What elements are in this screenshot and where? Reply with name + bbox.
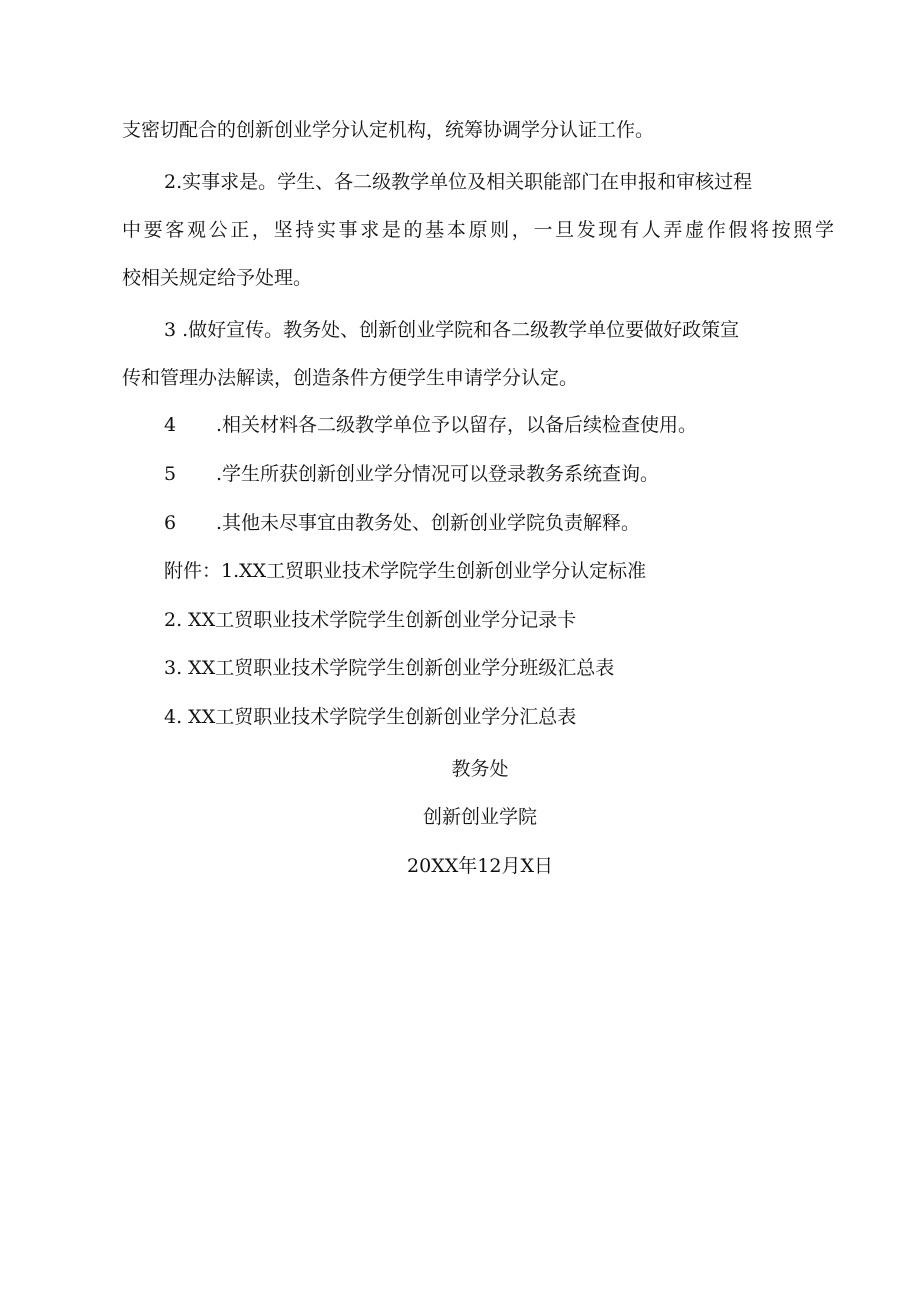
list-item-text: .其他未尽事宜由教务处、创新创业学院负责解释。 xyxy=(216,512,641,534)
list-item xyxy=(164,511,640,535)
paragraph-line: 传和管理办法解读，创造条件方便学生申请学分认定。 xyxy=(122,367,579,389)
list-item-text: .相关材料各二级教学单位予以留存，以备后续检查使用。 xyxy=(216,414,698,436)
attachment-item: 3. XX工贸职业技术学院学生创新创业学分班级汇总表 xyxy=(164,657,615,679)
attachment-item: 4. XX工贸职业技术学院学生创新创业学分汇总表 xyxy=(164,706,577,728)
paragraph-line: 校相关规定给予处理。 xyxy=(122,267,313,289)
list-item-text: .学生所获创新创业学分情况可以登录教务系统查询。 xyxy=(216,463,660,485)
attachment-item: 2. XX工贸职业技术学院学生创新创业学分记录卡 xyxy=(164,609,577,631)
signature-college: 创新创业学院 xyxy=(422,806,537,828)
signature-date: 20XX年12月X日 xyxy=(407,855,553,877)
list-item-number: 4 xyxy=(164,414,177,436)
list-item xyxy=(164,413,697,437)
paragraph-line: 支密切配合的创新创业学分认定机构，统筹协调学分认证工作。 xyxy=(122,119,655,141)
list-item-number: 6 xyxy=(164,512,177,534)
paragraph-line: 中要客观公正，坚持实事求是的基本原则，一旦发现有人弄虚作假将按照学 xyxy=(122,219,834,241)
signature-office: 教务处 xyxy=(451,758,509,780)
list-item-number: 5 xyxy=(164,463,177,485)
paragraph-line: 3 .做好宣传。教务处、创新创业学院和各二级教学单位要做好政策宣 xyxy=(164,319,740,341)
paragraph-line: 2.实事求是。学生、各二级教学单位及相关职能部门在申报和审核过程 xyxy=(164,171,753,193)
attachment-item: 附件：1.XX工贸职业技术学院学生创新创业学分认定标准 xyxy=(164,560,647,582)
list-item xyxy=(164,462,659,486)
